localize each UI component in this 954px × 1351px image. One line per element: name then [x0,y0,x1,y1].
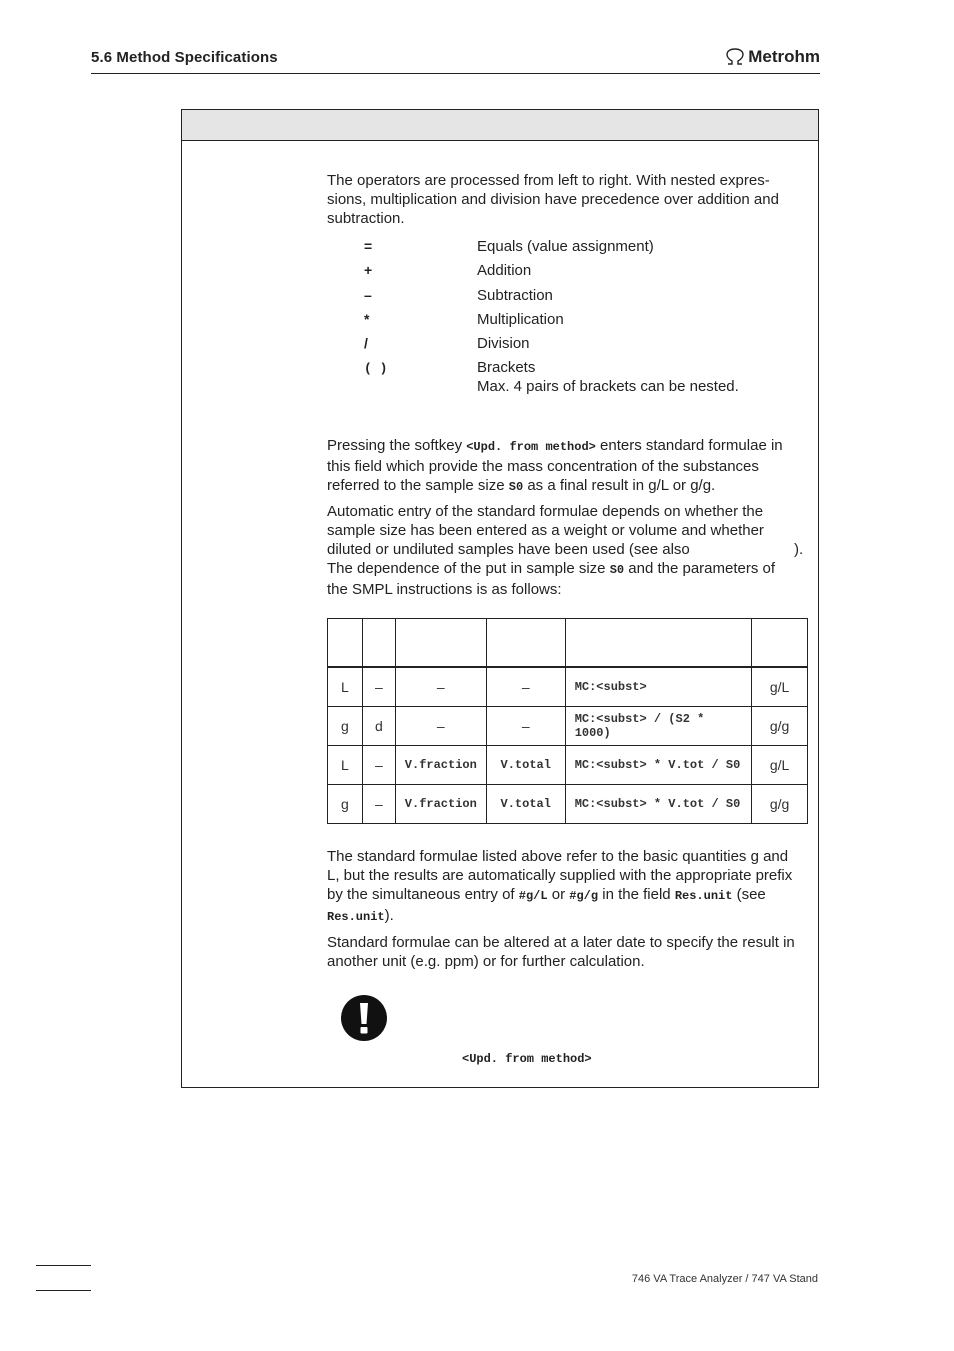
unit-cell: g/L [752,746,808,785]
intro-line: sions, multiplication and division have precedence over addition and [327,191,779,208]
table-header-cell [486,619,565,668]
field-reference: Res.unit [327,910,385,924]
text-run: ). [794,541,804,558]
table-cell: d [362,707,395,746]
text-run: sample size has been entered as a weight or volume and whether [327,522,764,539]
text-run: this field which provide the mass concentration of the substances [327,458,759,475]
operator-symbol: + [364,262,373,278]
table-cell: g [328,785,363,824]
text-run: (see [732,886,766,903]
table-cell: – [362,785,395,824]
operator-symbol: – [364,287,372,303]
text-run: Pressing the softkey [327,437,467,454]
table-cell: – [395,707,486,746]
text-run: the SMPL instructions is as follows: [327,581,562,598]
text-run: and the parameters of [624,560,776,577]
table-row [328,746,808,785]
text-run: referred to the sample size [327,477,509,494]
table-row [328,707,808,746]
table-cell: g [328,707,363,746]
text-run: Automatic entry of the standard formulae depends on whether the [327,503,764,520]
table-header-cell [395,619,486,668]
brand-name: Metrohm [748,47,820,66]
section-title: 5.6 Method Specifications [91,49,278,66]
operator-symbol: / [364,335,368,351]
footer-product: 746 VA Trace Analyzer / 747 VA Stand [631,1273,818,1285]
alter-paragraph [327,933,795,971]
unit-cell: g/L [752,667,808,707]
table-row [328,667,808,707]
operator-description: Division [477,335,530,352]
table-cell: V.fraction [395,785,486,824]
unit-code: #g/L [518,889,548,903]
text-run: or [547,886,570,903]
operator-note: Max. 4 pairs of brackets can be nested. [477,378,739,395]
softkey-code: <Upd. from method> [466,440,596,454]
formula-table [327,618,808,824]
intro-line: subtraction. [327,210,405,227]
table-cell: L [328,667,363,707]
text-run: The standard formulae listed above refer to the basic quantities g and [327,848,789,865]
table-cell: – [395,667,486,707]
text-run: Standard formulae can be altered at a later date to specify the result in [327,934,795,951]
automatic-entry-paragraph [327,502,804,599]
operator-symbol: ( ) [364,361,388,376]
table-cell: – [362,667,395,707]
prefix-paragraph [327,847,792,927]
footer-rule [36,1265,91,1266]
text-run: as a final result in g/L or g/g. [523,477,716,494]
field-code: Res.unit [674,889,733,903]
table-cell: – [486,667,565,707]
table-row [328,785,808,824]
omega-logo-icon [725,48,745,66]
exclamation-icon [340,994,388,1047]
text-run: L, but the results are automatically supplied with the appropriate prefix [327,867,793,884]
table-cell: V.total [486,785,565,824]
text-run: enters standard formulae in [595,437,783,454]
table-cell: V.total [486,746,565,785]
table-header-cell [362,619,395,668]
intro-paragraph [327,171,779,228]
text-run: diluted or undiluted samples have been used (see also [327,541,690,558]
table-header-cell [328,619,363,668]
header-rule [91,73,820,74]
table-cell: V.fraction [395,746,486,785]
text-run: ). [384,907,394,924]
operator-symbol: = [364,238,373,254]
softkey-paragraph [327,436,783,497]
table-header-row [328,619,808,668]
warning-softkey-code: <Upd. from method> [462,1052,592,1066]
table-header-cell [752,619,808,668]
operator-description: Multiplication [477,311,564,328]
operator-description: Subtraction [477,287,553,304]
formula-cell: MC:<subst> * V.tot / S0 [565,785,751,824]
formula-cell: MC:<subst> * V.tot / S0 [565,746,751,785]
table-cell: – [362,746,395,785]
frame-title-bar [182,110,818,141]
sample-size-code: S0 [609,563,625,577]
operator-description: Brackets [477,359,536,376]
intro-line: The operators are processed from left to right. With nested expres- [327,172,770,189]
unit-code: #g/g [569,889,599,903]
formula-cell: MC:<subst> [565,667,751,707]
brand-logo [725,47,820,67]
text-run: in the field [598,886,675,903]
text-run: another unit (e.g. ppm) or for further calculation. [327,953,645,970]
sample-size-code: S0 [508,480,524,494]
text-run: The dependence of the put in sample size [327,560,610,577]
text-run: by the simultaneous entry of [327,886,519,903]
operator-description: Addition [477,262,532,279]
operator-symbol: * [364,311,370,327]
operator-description: Equals (value assignment) [477,238,654,255]
formula-cell: MC:<subst> / (S2 * 1000) [565,707,751,746]
unit-cell: g/g [752,707,808,746]
table-cell: – [486,707,565,746]
unit-cell: g/g [752,785,808,824]
footer-rule [36,1290,91,1291]
table-header-cell [565,619,751,668]
table-cell: L [328,746,363,785]
